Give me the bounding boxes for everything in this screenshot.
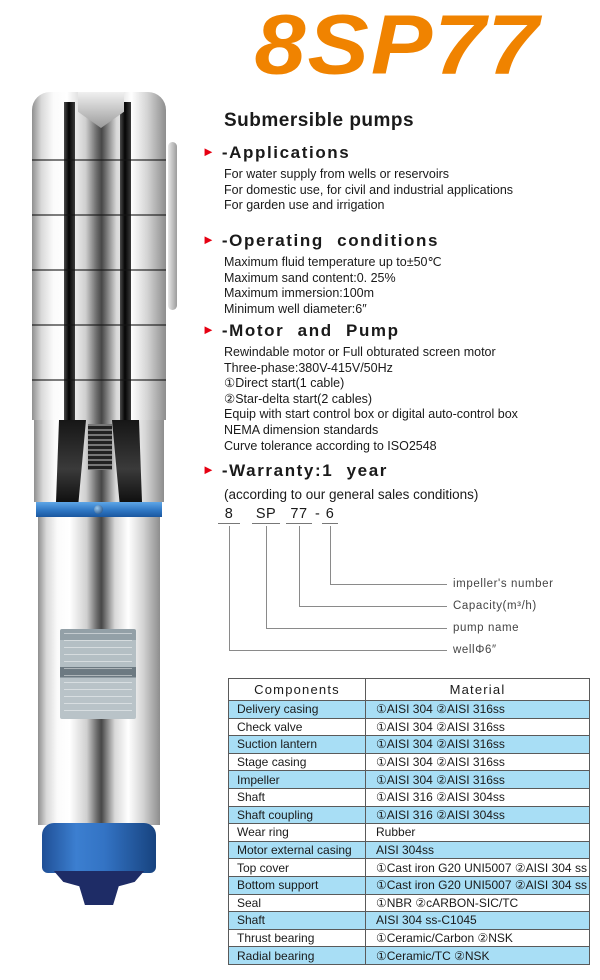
table-header-row xyxy=(229,679,590,701)
pump-motor-casing xyxy=(38,517,160,825)
component-cell: Wear ring xyxy=(229,824,366,842)
model-part-capacity: 77 xyxy=(286,506,312,524)
diagram-line xyxy=(330,526,331,584)
applications-line: For water supply from wells or reservoirs xyxy=(224,167,450,181)
component-cell: Suction lantern xyxy=(229,736,366,754)
table-row xyxy=(229,947,590,965)
table-row xyxy=(229,824,590,842)
red-arrow-icon: ► xyxy=(202,322,215,337)
material-cell: ①AISI 304 ②AISI 316ss xyxy=(366,718,590,736)
operating-line: Minimum well diameter:6″ xyxy=(224,301,367,316)
motor-line: ②Star-delta start(2 cables) xyxy=(224,391,373,406)
component-cell: Shaft coupling xyxy=(229,806,366,824)
component-cell: Seal xyxy=(229,894,366,912)
motor-line: Equip with start control box or digital auto-control box xyxy=(224,407,518,422)
material-cell: AISI 304 ss-C1045 xyxy=(366,912,590,930)
label-impellers-number: impeller's number xyxy=(453,578,554,590)
table-row xyxy=(229,894,590,912)
label-pump-name: pump name xyxy=(453,622,520,634)
component-cell: Shaft xyxy=(229,788,366,806)
pump-cable-guard xyxy=(168,142,177,310)
model-part-impellers: 6 xyxy=(322,506,338,524)
model-part-well-size: 8 xyxy=(218,506,240,524)
pump-name-plate xyxy=(60,629,136,719)
diagram-line xyxy=(229,526,230,650)
table-row xyxy=(229,701,590,719)
component-cell: Stage casing xyxy=(229,753,366,771)
warranty-note: (according to our general sales conditions) xyxy=(224,487,479,502)
table-row xyxy=(229,929,590,947)
red-arrow-icon: ► xyxy=(202,232,215,247)
material-cell: ①AISI 316 ②AISI 304ss xyxy=(366,788,590,806)
model-code-diagram xyxy=(202,506,598,666)
motor-line: ①Direct start(1 cable) xyxy=(224,376,345,391)
section-motor-and-pump xyxy=(202,321,598,454)
pump-photo xyxy=(18,86,186,910)
diagram-line xyxy=(266,526,267,628)
applications-line: For garden use and irrigation xyxy=(224,198,385,213)
table-row xyxy=(229,736,590,754)
component-cell: Check valve xyxy=(229,718,366,736)
component-cell: Motor external casing xyxy=(229,841,366,859)
diagram-line xyxy=(266,628,447,629)
table-row xyxy=(229,753,590,771)
motor-heading-text: -Motor and Pump xyxy=(221,321,400,340)
operating-line: Maximum sand content:0. 25% xyxy=(224,270,396,285)
components-table xyxy=(228,678,589,965)
material-cell: ①Cast iron G20 UNI5007 ②AISI 304 ss xyxy=(366,876,590,894)
component-cell: Shaft xyxy=(229,912,366,930)
table-row xyxy=(229,876,590,894)
motor-line: Three-phase:380V-415V/50Hz xyxy=(224,360,393,375)
material-cell: ①AISI 304 ②AISI 316ss xyxy=(366,753,590,771)
table-row xyxy=(229,806,590,824)
pump-motor-winding xyxy=(88,424,112,470)
motor-line: Curve tolerance according to ISO2548 xyxy=(224,438,437,453)
pump-ring-bolt xyxy=(94,505,103,514)
operating-line: Maximum immersion:100m xyxy=(224,286,375,301)
diagram-line xyxy=(299,606,447,607)
label-well-diameter: wellΦ6″ xyxy=(453,644,497,656)
pump-stage-stack xyxy=(32,92,166,420)
component-cell: Top cover xyxy=(229,859,366,877)
column-header-material: Material xyxy=(366,679,590,701)
table-row xyxy=(229,912,590,930)
material-cell: ①Ceramic/Carbon ②NSK xyxy=(366,929,590,947)
section-warranty xyxy=(202,461,598,502)
pump-bottom-casing xyxy=(42,823,156,873)
motor-line: NEMA dimension standards xyxy=(224,422,379,437)
red-arrow-icon: ► xyxy=(202,462,215,477)
operating-heading xyxy=(202,231,598,251)
diagram-line xyxy=(229,650,447,651)
material-cell: ①Ceramic/TC ②NSK xyxy=(366,947,590,965)
material-cell: ①AISI 304 ②AISI 316ss xyxy=(366,701,590,719)
applications-heading-text: -Applications xyxy=(221,143,351,162)
pump-stage-lines xyxy=(32,92,166,420)
component-cell: Bottom support xyxy=(229,876,366,894)
table-row xyxy=(229,859,590,877)
component-cell: Impeller xyxy=(229,771,366,789)
material-cell: AISI 304ss xyxy=(366,841,590,859)
material-cell: ①NBR ②cARBON-SIC/TC xyxy=(366,894,590,912)
column-header-components: Components xyxy=(229,679,366,701)
warranty-heading xyxy=(202,461,598,481)
model-part-pump-name: SP xyxy=(252,506,280,524)
page-subtitle: Submersible pumps xyxy=(224,110,415,131)
applications-heading xyxy=(202,143,598,163)
pump-blue-ring xyxy=(36,502,162,517)
material-cell: ①AISI 316 ②AISI 304ss xyxy=(366,806,590,824)
table-row xyxy=(229,788,590,806)
operating-line: Maximum fluid temperature up to±50℃ xyxy=(224,255,442,269)
diagram-line xyxy=(299,526,300,606)
applications-line: For domestic use, for civil and industrial applications xyxy=(224,182,514,197)
motor-heading xyxy=(202,321,598,341)
component-cell: Thrust bearing xyxy=(229,929,366,947)
diagram-line xyxy=(330,584,447,585)
material-cell: ①Cast iron G20 UNI5007 ②AISI 304 ss xyxy=(366,859,590,877)
pump-lantern-opening-left xyxy=(56,420,86,502)
pump-suction-lantern xyxy=(34,420,164,502)
component-cell: Radial bearing xyxy=(229,947,366,965)
material-cell: ①AISI 304 ②AISI 316ss xyxy=(366,736,590,754)
red-arrow-icon: ► xyxy=(202,144,215,159)
label-capacity: Capacity(m³/h) xyxy=(453,600,537,612)
material-cell: Rubber xyxy=(366,824,590,842)
table-row xyxy=(229,771,590,789)
operating-heading-text: -Operating conditions xyxy=(221,231,440,250)
warranty-heading-text: -Warranty:1 year xyxy=(221,461,389,480)
page-title: 8SP77 xyxy=(254,0,541,92)
material-cell: ①AISI 304 ②AISI 316ss xyxy=(366,771,590,789)
table-row xyxy=(229,841,590,859)
component-cell: Delivery casing xyxy=(229,701,366,719)
motor-line: Rewindable motor or Full obturated screen motor xyxy=(224,345,496,359)
model-part-dash: - xyxy=(315,506,320,522)
pump-base-feet xyxy=(52,871,146,905)
pump-lantern-opening-right xyxy=(112,420,142,502)
section-applications xyxy=(202,143,598,214)
table-row xyxy=(229,718,590,736)
section-operating-conditions xyxy=(202,231,598,317)
